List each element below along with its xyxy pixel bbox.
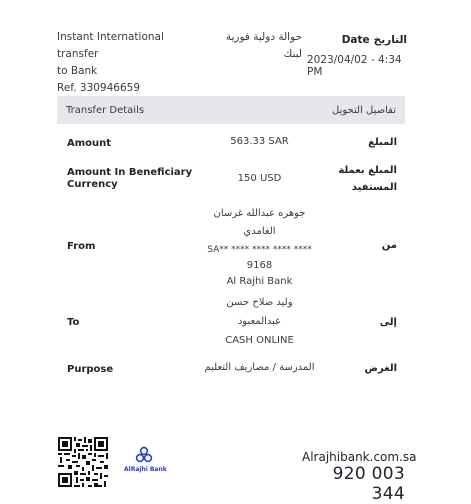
recipient-method: CASH ONLINE xyxy=(225,335,294,346)
to-row xyxy=(67,295,397,350)
date-block xyxy=(307,34,407,78)
from-label-ar: من xyxy=(381,240,397,251)
beneficiary-amount-label-ar-line1: المبلغ بعملة xyxy=(338,165,397,176)
recipient-details xyxy=(187,295,332,349)
from-row xyxy=(67,206,397,290)
amount-label-ar: المبلغ xyxy=(368,137,397,148)
date-value: 2023/04/02 - 4:34 PM xyxy=(307,54,402,78)
bank-logo-icon xyxy=(135,446,153,464)
beneficiary-amount-row xyxy=(67,162,397,196)
purpose-row xyxy=(67,360,397,380)
purpose-label-en: Purpose xyxy=(67,364,114,375)
to-label-en: To xyxy=(67,317,80,328)
amount-label-en: Amount xyxy=(67,138,112,149)
bank-logo xyxy=(124,446,167,473)
date-label-en: Date xyxy=(341,34,370,46)
recipient-name-line1: وليد صلاح حسن xyxy=(226,297,293,308)
amount-row xyxy=(67,134,397,154)
to-label-ar: إلى xyxy=(379,317,397,328)
sender-name-line1: جوهره عبدالله غرسان xyxy=(213,208,306,219)
qr-code-icon xyxy=(58,437,108,487)
purpose-label-ar: الغرض xyxy=(364,363,397,374)
date-label-ar: التاريخ xyxy=(373,34,407,46)
from-label-en: From xyxy=(67,241,96,252)
sender-account-suffix: 9168 xyxy=(246,260,273,271)
transfer-title-en-continued: to Bank xyxy=(57,65,98,77)
date-label xyxy=(307,34,407,46)
bank-phone-number[interactable]: 920 003 344 xyxy=(332,464,405,504)
transfer-details-title-en: Transfer Details xyxy=(66,104,145,116)
transfer-details-header xyxy=(57,96,405,124)
transfer-title-en: Instant International transfer xyxy=(57,31,164,60)
beneficiary-amount-label-en-line2: Currency xyxy=(67,179,118,190)
sender-account-masked: SA** **** **** **** **** xyxy=(207,245,312,255)
bank-website-link[interactable]: Alrajhibank.com.sa xyxy=(302,450,417,464)
reference-number: Ref. 330946659 xyxy=(57,82,141,94)
sender-name-line2: الغامدي xyxy=(243,226,276,237)
beneficiary-amount-label-en xyxy=(67,167,192,191)
beneficiary-amount-label-en-line1: Amount In Beneficiary xyxy=(67,167,193,178)
transfer-title-line xyxy=(57,29,302,63)
transfer-title-ar: حوالة دولية فورية لبنك xyxy=(225,31,302,60)
beneficiary-amount-value: 150 USD xyxy=(237,173,282,184)
beneficiary-amount-label-ar xyxy=(338,162,397,196)
sender-bank: Al Rajhi Bank xyxy=(226,276,293,287)
bank-name: AlRajhi Bank xyxy=(124,466,167,473)
recipient-name-line2: عبدالمعبود xyxy=(237,316,282,327)
purpose-value: المدرسة / مصاريف التعليم xyxy=(204,362,315,373)
beneficiary-amount-label-ar-line2: المستفيد xyxy=(351,182,397,193)
amount-value: 563.33 SAR xyxy=(230,136,289,147)
transfer-title-block xyxy=(57,29,302,97)
sender-details xyxy=(187,206,332,290)
transfer-details-title-ar: تفاصيل التحويل xyxy=(332,104,396,116)
